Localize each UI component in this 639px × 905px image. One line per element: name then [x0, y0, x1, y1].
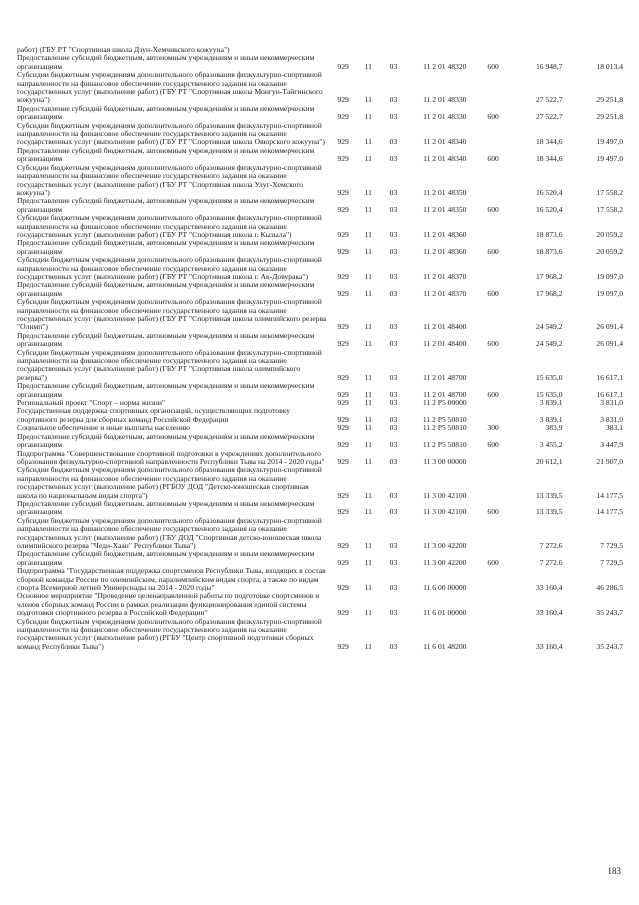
cell-expense-type [482, 256, 504, 281]
cell-expense-type [482, 592, 504, 617]
cell-section-code: 11 [364, 339, 372, 349]
cell-expense-type [482, 122, 504, 147]
row-name: Подпрограмма "Совершенствование спортивной подготовки в учреждениях дополнительного образования физкультурно-спортивной направленности Республики Тыва на 2014 - 2020 годы" [17, 449, 325, 466]
cell-subsection-code: 03 [389, 95, 398, 105]
cell-section-code: 11 [364, 608, 372, 618]
cell-target-article: 11 2 Р5 50810 [422, 440, 467, 450]
cell-gr-code: 929 [337, 399, 349, 408]
cell-amount-2: 29 251,8 [596, 112, 623, 122]
cell-amount-1: 3 839,1 [539, 414, 563, 424]
table-row [17, 466, 623, 500]
cell-subsection-code: 03 [389, 641, 398, 651]
cell-gr-code: 929 [337, 456, 349, 466]
table-row [17, 433, 623, 450]
cell-amount-1: 27 522,7 [535, 95, 563, 105]
table-row [17, 424, 623, 432]
cell-expense-type [482, 298, 504, 332]
cell-section-code: 11 [364, 641, 372, 651]
table-row [17, 122, 623, 147]
cell-gr-code: 929 [337, 507, 349, 517]
table-row [17, 281, 623, 298]
cell-gr-code: 929 [337, 440, 349, 450]
row-name: Субсидии бюджетным учреждениям дополнительного образования физкультурно-спортивной направленности на финансовое обеспечение государственного задания на оказание государственных услуг (выполнение работ) (ГБУ РТ "Спортивная школа Овюрского кожууна") [17, 121, 325, 147]
cell-section-code: 11 [364, 583, 372, 592]
cell-gr-code: 929 [337, 112, 349, 122]
row-name: Предоставление субсидий бюджетным, автономным учреждениям и иным некоммерческим организациям [17, 281, 315, 298]
cell-target-article: 11 6 01 48200 [423, 641, 467, 651]
row-name: работ) (ГБУ РТ "Спортивная школа Дзун-Хемчикского кожууна") [17, 46, 230, 54]
table-row [17, 54, 623, 71]
cell-amount-1: 15 635,0 [535, 372, 563, 382]
cell-target-article: 11 6 00 00000 [423, 583, 467, 592]
row-name: Субсидии бюджетным учреждениям дополнительного образования физкультурно-спортивной направленности на финансовое обеспечение государственного задания на оказание государственных услуг (выполнение работ) (ГБУ РТ "Спортивная школа Улуг-Хемского кожууна") [17, 163, 322, 197]
cell-target-article: 11 2 01 48370 [423, 288, 467, 298]
cell-expense-type [482, 399, 504, 407]
cell-expense-type: 600 [487, 440, 499, 450]
cell-section-code: 11 [364, 204, 372, 214]
cell-amount-1: 18 873,6 [535, 246, 563, 256]
cell-subsection-code: 03 [389, 456, 398, 466]
cell-amount-1: 27 522,7 [535, 112, 563, 122]
cell-expense-type [482, 567, 504, 592]
cell-expense-type: 600 [487, 288, 499, 298]
cell-target-article: 11 2 01 48340 [423, 137, 467, 147]
cell-amount-1: 24 549,2 [535, 339, 563, 349]
cell-section-code: 11 [364, 322, 372, 332]
cell-subsection-code: 03 [389, 399, 398, 408]
cell-target-article: 11 3 00 42200 [423, 557, 467, 567]
cell-amount-2: 19 097,0 [596, 288, 623, 298]
row-name: Субсидии бюджетным учреждениям дополнительного образования физкультурно-спортивной направленности на финансовое обеспечение государственного задания на оказание государственных услуг (выполнение работ) (ГБУ РТ "Спортивная школа Монгун-Тайгинского кожууна") [17, 71, 323, 105]
cell-gr-code: 929 [337, 271, 349, 281]
cell-target-article: 11 2 01 48400 [423, 322, 467, 332]
cell-subsection-code: 03 [389, 583, 398, 592]
cell-expense-type: 600 [487, 61, 499, 71]
cell-gr-code: 929 [337, 339, 349, 349]
cell-amount-2: 3 831,0 [600, 414, 623, 424]
row-name: Субсидии бюджетным учреждениям дополнительного образования физкультурно-спортивной направленности на финансовое обеспечение государственного задания на оказание государственных услуг (выполнение работ) (РГБУ "Центр спортивной подготовки сборных команд Республики Тыва") [17, 617, 322, 651]
cell-amount-2: 17 558,2 [596, 187, 623, 197]
table-row [17, 332, 623, 349]
cell-amount-1: 3 455,2 [539, 440, 563, 450]
cell-gr-code: 929 [337, 187, 349, 197]
cell-gr-code: 929 [337, 137, 349, 147]
cell-section-code: 11 [364, 154, 372, 164]
cell-target-article: 11 2 Р5 50810 [422, 414, 467, 424]
cell-gr-code: 929 [337, 372, 349, 382]
table-row [17, 239, 623, 256]
cell-subsection-code: 03 [389, 271, 398, 281]
cell-section-code: 11 [364, 507, 372, 517]
cell-subsection-code: 03 [389, 372, 398, 382]
cell-amount-2: 19 097,0 [596, 271, 623, 281]
cell-amount-1: 13 339,5 [535, 507, 563, 517]
cell-amount-1: 17 968,2 [535, 288, 563, 298]
cell-target-article: 11 2 01 48330 [423, 95, 467, 105]
row-name: Предоставление субсидий бюджетным, автономным учреждениям и иным некоммерческим организациям [17, 197, 315, 214]
cell-subsection-code: 03 [389, 389, 398, 399]
cell-amount-2: 35 243,7 [596, 608, 623, 618]
table-row [17, 500, 623, 517]
cell-gr-code: 929 [337, 61, 349, 71]
cell-amount-2: 19 497,0 [596, 137, 623, 147]
cell-expense-type: 600 [487, 557, 499, 567]
cell-target-article: 11 2 01 48340 [423, 154, 467, 164]
cell-subsection-code: 03 [389, 288, 398, 298]
row-name: Предоставление субсидий бюджетным, автономным учреждениям и иным некоммерческим организациям [17, 432, 315, 450]
row-name: Предоставление субсидий бюджетным, автономным учреждениям и иным некоммерческим организациям [17, 146, 315, 164]
cell-expense-type [482, 450, 504, 467]
cell-target-article: 11 3 00 42100 [423, 490, 467, 500]
row-name: Субсидии бюджетным учреждениям дополнительного образования физкультурно-спортивной направленности на финансовое обеспечение государственного задания на оказание государственных услуг (выполнение работ) (ГБУ РТ "Спортивная школа олимпийского резерва "Олимп") [17, 298, 327, 332]
cell-gr-code: 929 [337, 389, 349, 399]
cell-amount-1: 16 520,4 [535, 204, 563, 214]
cell-section-code: 11 [364, 137, 372, 147]
cell-target-article [408, 46, 482, 54]
cell-amount-2 [563, 46, 623, 54]
cell-expense-type [482, 618, 504, 652]
row-name: Субсидии бюджетным учреждениям дополнительного образования физкультурно-спортивной направленности на финансовое обеспечение государственного задания на оказание государственных услуг (выполнение работ) (ГБУ РТ "Спортивная школа олимпийского резерва") [17, 348, 322, 382]
cell-amount-1: 18 344,6 [535, 137, 563, 147]
table-row [17, 349, 623, 383]
cell-target-article: 11 2 01 48700 [423, 389, 467, 399]
cell-amount-1: 33 160,4 [535, 608, 563, 618]
cell-subsection-code: 03 [389, 507, 398, 517]
cell-gr-code: 929 [337, 424, 349, 433]
cell-subsection-code: 03 [389, 137, 398, 147]
row-name: Предоставление субсидий бюджетным, автономным учреждениям и иным некоммерческим организациям [17, 54, 315, 71]
cell-section-code: 11 [364, 95, 372, 105]
cell-target-article: 11 2 01 48700 [423, 372, 467, 382]
cell-subsection-code: 03 [389, 204, 398, 214]
cell-section-code: 11 [364, 288, 372, 298]
cell-subsection-code: 03 [389, 229, 398, 239]
cell-amount-2: 383,1 [605, 424, 623, 433]
cell-gr-code: 929 [337, 229, 349, 239]
cell-gr-code: 929 [337, 490, 349, 500]
cell-target-article: 11 3 00 42200 [423, 540, 467, 550]
cell-amount-1: 13 339,5 [535, 490, 563, 500]
cell-amount-1 [504, 46, 562, 54]
table-row [17, 399, 623, 407]
cell-amount-2: 3 831,0 [600, 399, 623, 408]
cell-subsection-code: 03 [389, 490, 398, 500]
cell-amount-2: 20 059,2 [596, 229, 623, 239]
cell-target-article: 11 2 01 48350 [423, 204, 467, 214]
cell-section-code: 11 [364, 61, 372, 71]
cell-target-article: 11 2 01 48320 [423, 61, 467, 71]
cell-amount-2: 7 729,5 [600, 540, 623, 550]
cell-amount-1: 33 160,4 [535, 583, 563, 592]
cell-amount-1: 20 612,1 [535, 456, 563, 466]
table-row [17, 592, 623, 617]
cell-expense-type [482, 517, 504, 551]
cell-section-code: 11 [364, 229, 372, 239]
cell-amount-2: 20 059,2 [596, 246, 623, 256]
cell-subsection-code: 03 [389, 112, 398, 122]
table-row [17, 298, 623, 332]
cell-expense-type [482, 407, 504, 424]
cell-amount-2: 26 091,4 [596, 339, 623, 349]
cell-target-article: 11 2 01 48360 [423, 246, 467, 256]
cell-amount-1: 33 160,4 [535, 641, 563, 651]
cell-gr-code: 929 [337, 322, 349, 332]
table-row [17, 618, 623, 652]
budget-table-body [17, 46, 623, 651]
cell-subsection-code: 03 [389, 540, 398, 550]
cell-section-code: 11 [364, 246, 372, 256]
cell-expense-type: 600 [487, 246, 499, 256]
cell-amount-2: 16 617,1 [596, 372, 623, 382]
cell-gr-code: 929 [337, 246, 349, 256]
cell-amount-2: 18 013,4 [596, 61, 623, 71]
cell-section-code: 11 [364, 490, 372, 500]
cell-gr-code: 929 [337, 641, 349, 651]
table-row [17, 105, 623, 122]
cell-expense-type: 600 [487, 339, 499, 349]
cell-subsection-code: 03 [389, 187, 398, 197]
cell-section-code: 11 [364, 557, 372, 567]
cell-expense-type [482, 349, 504, 383]
row-name: Предоставление субсидий бюджетным, автономным учреждениям и иным некоммерческим организациям [17, 550, 315, 567]
table-row [17, 567, 623, 592]
row-name: Основное мероприятие "Проведение целенаправленной работы по подготовке спортсменов и членов сборных команд России в рамках реализации функционирования единой системы подготовки спортивного резерва в Российской Федерации" [17, 592, 320, 618]
cell-section-code: 11 [364, 389, 372, 399]
cell-amount-1: 16 948,7 [535, 61, 563, 71]
cell-expense-type: 600 [487, 507, 499, 517]
page-number: 183 [607, 866, 621, 876]
cell-expense-type: 300 [487, 424, 499, 433]
table-row [17, 71, 623, 105]
cell-gr-code: 929 [337, 557, 349, 567]
cell-expense-type [482, 164, 504, 198]
cell-section-code: 11 [364, 372, 372, 382]
cell-amount-1: 18 873,6 [535, 229, 563, 239]
table-row [17, 197, 623, 214]
cell-target-article: 11 2 01 48400 [423, 339, 467, 349]
cell-amount-1: 7 272,6 [539, 540, 563, 550]
cell-subsection-code: 03 [389, 322, 398, 332]
cell-section-code: 11 [364, 440, 372, 450]
cell-subsection-code: 03 [389, 154, 398, 164]
cell-section-code: 11 [364, 414, 372, 424]
cell-expense-type: 600 [487, 154, 499, 164]
table-row [17, 407, 623, 424]
cell-target-article: 11 6 01 00000 [423, 608, 467, 618]
cell-target-article: 11 2 Р5 50810 [422, 424, 467, 433]
cell-target-article: 11 2 01 48350 [423, 187, 467, 197]
cell-gr-code: 929 [337, 154, 349, 164]
cell-subsection-code: 03 [389, 246, 398, 256]
cell-amount-1: 15 635,0 [535, 389, 563, 399]
row-name: Предоставление субсидий бюджетным, автономным учреждениям и иным некоммерческим организациям [17, 104, 315, 122]
cell-section-code: 11 [364, 399, 372, 408]
table-row [17, 550, 623, 567]
cell-gr-code [329, 46, 357, 54]
cell-gr-code: 929 [337, 288, 349, 298]
table-row [17, 147, 623, 164]
cell-target-article: 11 2 01 48370 [423, 271, 467, 281]
cell-amount-2: 14 177,5 [596, 507, 623, 517]
cell-amount-1: 383,9 [545, 424, 563, 433]
cell-expense-type [482, 214, 504, 239]
table-row [17, 164, 623, 198]
cell-target-article: 11 2 01 48330 [423, 112, 467, 122]
cell-subsection-code: 03 [389, 414, 398, 424]
row-name: Субсидии бюджетным учреждениям дополнительного образования физкультурно-спортивной направленности на финансовое обеспечение государственного задания на оказание государственных услуг (выполнение работ) (ГБУ РТ "Спортивная школа г. Ак-Довурака") [17, 256, 322, 281]
cell-section-code: 11 [364, 540, 372, 550]
cell-subsection-code: 03 [389, 339, 398, 349]
row-name: Субсидии бюджетным учреждениям дополнительного образования физкультурно-спортивной направленности на финансовое обеспечение государственного задания на оказание государственных услуг (выполнение работ) (РГБОУ ДОД "Детско-юношеская спортивная школа по национальным видам спорта") [17, 466, 322, 500]
cell-expense-type [482, 46, 504, 54]
cell-section-code [357, 46, 379, 54]
table-row [17, 214, 623, 239]
budget-table [17, 46, 623, 651]
row-name: Субсидии бюджетным учреждениям дополнительного образования физкультурно-спортивной направленности на финансовое обеспечение государственного задания на оказание государственных услуг (выполнение работ) (ГБУ РТ "Спортивная школа г. Кызыла") [17, 214, 322, 239]
cell-section-code: 11 [364, 187, 372, 197]
row-name: Государственная поддержка спортивных организаций, осуществляющих подготовку спортивного резерва для сборных команд Российской Федерации [17, 407, 291, 424]
cell-amount-2: 26 091,4 [596, 322, 623, 332]
cell-subsection-code: 03 [389, 61, 398, 71]
cell-expense-type [482, 71, 504, 105]
cell-subsection-code: 03 [389, 557, 398, 567]
row-name: Подпрограмма "Государственная поддержка спортсменов Республики Тыва, входящих в состав сборной команды России по олимпийским, паралимпийским видам спорта, а также по видам спорта Всемирной летней Универсиады на 2014 - 2020 годы" [17, 567, 326, 592]
cell-amount-2: 29 251,8 [596, 95, 623, 105]
row-name: Предоставление субсидий бюджетным, автономным учреждениям и иным некоммерческим организациям [17, 239, 315, 256]
row-name: Региональный проект "Спорт – норма жизни" [17, 399, 166, 408]
cell-amount-2: 21 907,0 [596, 456, 623, 466]
cell-section-code: 11 [364, 112, 372, 122]
cell-subsection-code: 03 [389, 440, 398, 450]
cell-expense-type: 600 [487, 204, 499, 214]
cell-section-code: 11 [364, 271, 372, 281]
table-row [17, 256, 623, 281]
cell-amount-2: 17 558,2 [596, 204, 623, 214]
cell-gr-code: 929 [337, 204, 349, 214]
cell-gr-code: 929 [337, 540, 349, 550]
cell-expense-type: 600 [487, 389, 499, 399]
cell-subsection-code [379, 46, 407, 54]
cell-amount-2: 14 177,5 [596, 490, 623, 500]
cell-amount-2: 16 617,1 [596, 389, 623, 399]
cell-amount-1: 18 344,6 [535, 154, 563, 164]
cell-amount-1: 24 549,2 [535, 322, 563, 332]
cell-amount-1: 17 968,2 [535, 271, 563, 281]
cell-gr-code: 929 [337, 414, 349, 424]
cell-amount-1: 3 839,1 [539, 399, 563, 408]
cell-target-article: 11 2 01 48360 [423, 229, 467, 239]
cell-amount-2: 46 286,5 [596, 583, 623, 592]
table-row [17, 46, 623, 54]
cell-gr-code: 929 [337, 608, 349, 618]
cell-amount-2: 7 729,5 [600, 557, 623, 567]
cell-gr-code: 929 [337, 583, 349, 592]
cell-amount-1: 16 520,4 [535, 187, 563, 197]
cell-expense-type [482, 466, 504, 500]
table-row [17, 382, 623, 399]
cell-target-article: 11 3 00 00000 [423, 456, 467, 466]
cell-section-code: 11 [364, 424, 372, 433]
row-name: Субсидии бюджетным учреждениям дополнительного образования физкультурно-спортивной направленности на финансовое обеспечение государственного задания на оказание государственных услуг (выполнение работ) (ГБУ ДОД "Спортивная детско-юношеская школа олимпийского резерва "Чеди-Хаан" Республики Тыва") [17, 516, 322, 550]
cell-subsection-code: 03 [389, 424, 398, 433]
cell-section-code: 11 [364, 456, 372, 466]
table-row [17, 450, 623, 467]
cell-subsection-code: 03 [389, 608, 398, 618]
cell-amount-2: 19 497,0 [596, 154, 623, 164]
cell-target-article: 11 3 00 42100 [423, 507, 467, 517]
table-row [17, 517, 623, 551]
row-name: Предоставление субсидий бюджетным, автономным учреждениям и иным некоммерческим организациям [17, 382, 315, 399]
cell-gr-code: 929 [337, 95, 349, 105]
cell-amount-2: 3 447,9 [600, 440, 623, 450]
row-name: Предоставление субсидий бюджетным, автономным учреждениям и иным некоммерческим организациям [17, 331, 315, 349]
cell-amount-2: 35 243,7 [596, 641, 623, 651]
row-name: Предоставление субсидий бюджетным, автономным учреждениям и иным некоммерческим организациям [17, 499, 315, 517]
cell-expense-type: 600 [487, 112, 499, 122]
cell-amount-1: 7 272,6 [539, 557, 563, 567]
cell-target-article: 11 2 Р5 00000 [422, 399, 467, 408]
row-name: Социальное обеспечение и иные выплаты населению [17, 424, 190, 433]
